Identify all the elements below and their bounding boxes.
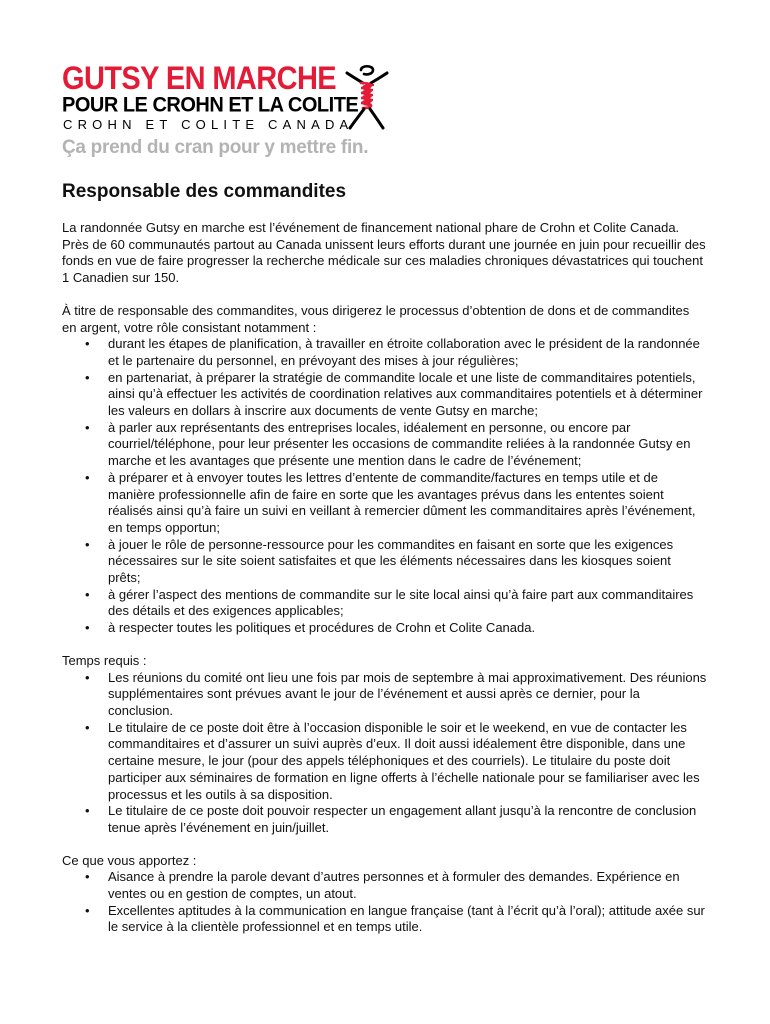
slogan: Ça prend du cran pour y mettre fin. (62, 137, 369, 158)
list-item: • Le titulaire de ce poste doit pouvoir respecter un engagement allant jusqu’à la rencontre de conclusion tenue après l’événement en juin/juillet. (62, 803, 707, 836)
list-item: • Les réunions du comité ont lieu une fois par mois de septembre à mai approximativement. Des réunions supplémentaires sont prévues avant le jour de l’événement et aussi après ce dernier, pour la conclusion. (62, 670, 707, 720)
list-item: • à respecter toutes les politiques et procédures de Crohn et Colite Canada. (62, 620, 707, 637)
time-list (62, 670, 707, 837)
intro-paragraph: La randonnée Gutsy en marche est l’événement de financement national phare de Crohn et Colite Canada. Près de 60 communautés partout au Canada unissent leurs efforts durant une journée en juin pour recueillir des fonds en vue de faire progresser la recherche médicale sur ces maladies chroniques dévastatrices qui touchent 1 Canadien sur 150. (62, 220, 706, 286)
list-item: • à parler aux représentants des entreprises locales, idéalement en personne, ou encore par courriel/téléphone, pour leur présenter les occasions de commandite reliées à la randonnée Gutsy en marche et les avantages que présente une mention dans le cadre de l’événement; (62, 420, 707, 470)
list-item: • durant les étapes de planification, à travailler en étroite collaboration avec le président de la randonnée et le partenaire du personnel, en prévoyant des mises à jour régulières; (62, 336, 707, 369)
time-heading: Temps requis : (62, 652, 147, 668)
list-item: • Excellentes aptitudes à la communication en langue française (tant à l’écrit qu’à l’oral); attitude axée sur le service à la clientèle professionnel et en temps utile. (62, 903, 707, 936)
role-intro-paragraph: À titre de responsable des commandites, vous dirigerez le processus d’obtention de dons et de commandites en argent, votre rôle consistant notamment : (62, 302, 690, 335)
list-item: • à gérer l’aspect des mentions de commandite sur le site local ainsi qu’à faire part aux commanditaires des détails et des exigences applicables; (62, 587, 707, 620)
page-title: Responsable des commandites (62, 181, 347, 202)
logo-title: GUTSY EN MARCHE (62, 60, 337, 97)
list-item: • à préparer et à envoyer toutes les lettres d’entente de commandite/factures en temps utile et de manière professionnelle afin de faire en sorte que les avantages prévus dans les ententes soient réalisés ainsi qu’à faire un suivi en veillant à remercier dûment les commanditaires après l’événement, en temps opportun; (62, 470, 707, 537)
list-item: • Aisance à prendre la parole devant d’autres personnes et à formuler des demandes. Expérience en ventes ou en gestion de comptes, un atout. (62, 869, 707, 902)
bring-list (62, 869, 707, 936)
bring-heading: Ce que vous apportez : (62, 852, 197, 868)
list-item: • à jouer le rôle de personne-ressource pour les commandites en faisant en sorte que les exigences nécessaires sur le site soient satisfaites et que les éléments nécessaires dans les kiosques soient prêts; (62, 537, 707, 587)
list-item: • en partenariat, à préparer la stratégie de commandite locale et une liste de commanditaires potentiels, ainsi qu’à effectuer les activités de coordination relatives aux commanditaires potentiels et à déterminer les valeurs en dollars à inscrire aux documents de vente Gutsy en marche; (62, 370, 707, 420)
walking-figure-icon (344, 64, 390, 130)
list-item: • Le titulaire de ce poste doit être à l’occasion disponible le soir et le weekend, en vue de contacter les commanditaires et d’assurer un suivi auprès d’eux. Il doit aussi idéalement être disponible, dans une certaine mesure, le jour (pour des appels téléphoniques et des courriels). Le titulaire du poste doit participer aux séminaires de formation en ligne offerts à l’échelle nationale pour se familiariser avec les processus et les outils à sa disposition. (62, 720, 707, 804)
document-body (62, 220, 707, 936)
logo-subtitle: POUR LE CROHN ET LA COLITE (62, 93, 359, 117)
role-list (62, 336, 707, 637)
logo-organization: CROHN ET COLITE CANADA (63, 117, 354, 132)
